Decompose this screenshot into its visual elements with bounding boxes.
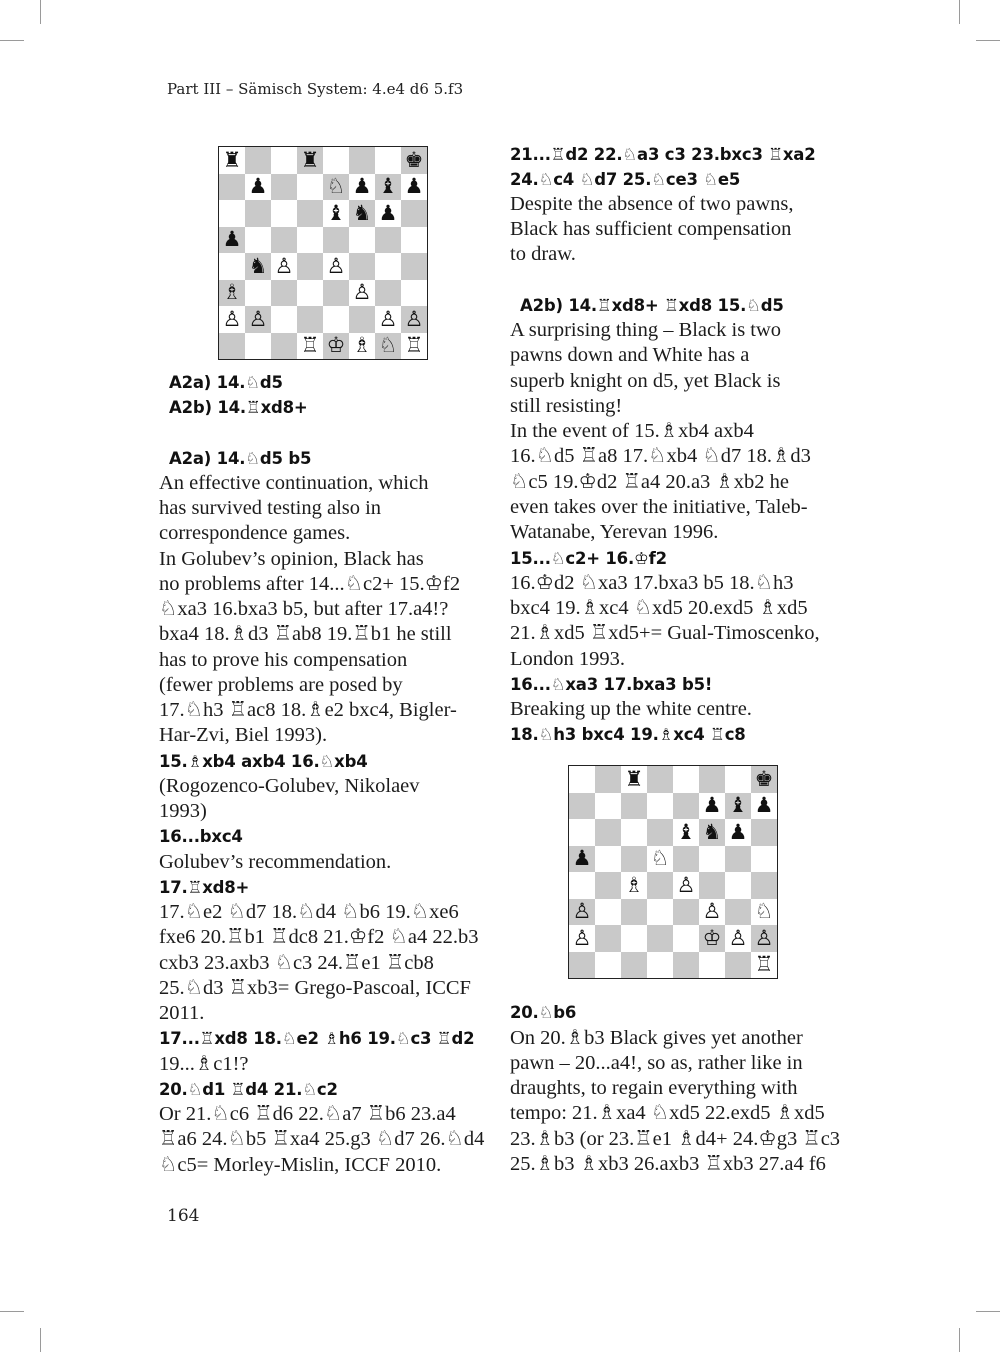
chess-square bbox=[297, 200, 323, 227]
chess-piece-square: ♙ bbox=[725, 925, 751, 952]
text-line: correspondence games. bbox=[159, 522, 351, 544]
chess-square bbox=[673, 925, 699, 952]
crop-mark bbox=[0, 1311, 24, 1312]
text-line: cxb3 23.axb3 ♘c3 24.♖e1 ♖cb8 bbox=[159, 952, 434, 974]
crop-mark bbox=[976, 40, 1000, 41]
main-line-move: 18.♘h3 bxc4 19.♗xc4 ♖c8 bbox=[510, 725, 746, 744]
chess-piece-square: ♖ bbox=[751, 952, 777, 979]
chess-piece-square: ♙ bbox=[349, 280, 375, 307]
text-line: Or 21.♘c6 ♖d6 22.♘a7 ♖b6 23.a4 bbox=[159, 1103, 456, 1125]
chess-square bbox=[751, 819, 777, 846]
main-line-move: 24.♘c4 ♘d7 25.♘ce3 ♘e5 bbox=[510, 170, 741, 189]
text-line: bxc4 19.♗xc4 ♘xd5 20.exd5 ♗xd5 bbox=[510, 597, 808, 619]
text-line: tempo: 21.♗xa4 ♘xd5 22.exd5 ♗xd5 bbox=[510, 1102, 825, 1124]
chess-square bbox=[751, 872, 777, 899]
chess-square bbox=[297, 253, 323, 280]
chess-diagram bbox=[568, 765, 778, 979]
chess-square bbox=[271, 200, 297, 227]
chess-piece-square: ♗ bbox=[621, 872, 647, 899]
chess-square bbox=[595, 819, 621, 846]
chess-piece-square: ♖ bbox=[401, 333, 427, 360]
chess-square bbox=[621, 899, 647, 926]
chess-square bbox=[219, 200, 245, 227]
text-line: ♖a6 24.♘b5 ♖xa4 25.g3 ♘d7 26.♘d4 bbox=[159, 1128, 485, 1150]
chess-square bbox=[569, 766, 595, 793]
chess-square bbox=[375, 147, 401, 174]
text-line: An effective continuation, which bbox=[159, 472, 429, 494]
chess-square bbox=[595, 766, 621, 793]
chess-square bbox=[375, 227, 401, 254]
chess-square bbox=[375, 253, 401, 280]
chess-square bbox=[271, 333, 297, 360]
chess-piece-square: ♜ bbox=[219, 147, 245, 174]
chess-square bbox=[595, 925, 621, 952]
main-line-move: 20.♘d1 ♖d4 21.♘c2 bbox=[159, 1080, 338, 1099]
text-line: 25.♘d3 ♖xb3= Grego-Pascoal, ICCF bbox=[159, 977, 471, 999]
section-heading: A2a) 14.♘d5 b5 bbox=[169, 449, 312, 468]
chess-piece-square: ♙ bbox=[751, 925, 777, 952]
chess-piece-square: ♙ bbox=[673, 872, 699, 899]
chess-piece-square: ♟ bbox=[219, 227, 245, 254]
text-line: fxe6 20.♖b1 ♖dc8 21.♔f2 ♘a4 22.b3 bbox=[159, 926, 479, 948]
chess-piece-square: ♘ bbox=[751, 899, 777, 926]
chess-piece-square: ♘ bbox=[323, 174, 349, 201]
chess-square bbox=[323, 227, 349, 254]
chess-square bbox=[647, 766, 673, 793]
chess-piece-square: ♟ bbox=[699, 793, 725, 820]
text-line: Har-Zvi, Biel 1993). bbox=[159, 724, 328, 746]
main-line-move: 15.♗xb4 axb4 16.♘xb4 bbox=[159, 752, 368, 771]
chess-square bbox=[297, 306, 323, 333]
chess-piece-square: ♖ bbox=[297, 333, 323, 360]
text-line: Black has sufficient compensation bbox=[510, 218, 792, 240]
chess-square bbox=[647, 952, 673, 979]
chess-piece-square: ♟ bbox=[725, 819, 751, 846]
chess-piece-square: ♙ bbox=[245, 306, 271, 333]
chess-square bbox=[725, 872, 751, 899]
chess-square bbox=[401, 280, 427, 307]
chess-square bbox=[219, 333, 245, 360]
chess-piece-square: ♙ bbox=[271, 253, 297, 280]
chess-piece-square: ♔ bbox=[323, 333, 349, 360]
text-line: On 20.♗b3 Black gives yet another bbox=[510, 1027, 803, 1049]
chess-piece-square: ♜ bbox=[621, 766, 647, 793]
chess-square bbox=[751, 846, 777, 873]
text-line: Breaking up the white centre. bbox=[510, 698, 752, 720]
chess-square bbox=[621, 925, 647, 952]
chess-piece-square: ♟ bbox=[349, 174, 375, 201]
chess-square bbox=[271, 280, 297, 307]
text-line: 23.♗b3 (or 23.♖e1 ♗d4+ 24.♔g3 ♖c3 bbox=[510, 1128, 841, 1150]
chess-square bbox=[595, 899, 621, 926]
chess-square bbox=[621, 846, 647, 873]
text-line: draughts, to regain everything with bbox=[510, 1077, 798, 1099]
text-line: Watanabe, Yerevan 1996. bbox=[510, 521, 719, 543]
main-line-move: 21...♖d2 22.♘a3 c3 23.bxc3 ♖xa2 bbox=[510, 145, 816, 164]
chess-piece-square: ♞ bbox=[245, 253, 271, 280]
chess-piece-square: ♝ bbox=[673, 819, 699, 846]
chess-square bbox=[245, 333, 271, 360]
chess-square bbox=[375, 280, 401, 307]
chess-square bbox=[673, 899, 699, 926]
chess-square bbox=[725, 899, 751, 926]
variation-heading: A2b) 14.♖xd8+ bbox=[169, 398, 308, 417]
chess-piece-square: ♝ bbox=[725, 793, 751, 820]
chess-square bbox=[647, 872, 673, 899]
chess-square bbox=[349, 147, 375, 174]
text-line: 19...♗c1!? bbox=[159, 1053, 249, 1075]
section-heading: A2b) 14.♖xd8+ ♖xd8 15.♘d5 bbox=[520, 296, 784, 315]
chess-square bbox=[647, 793, 673, 820]
chess-square bbox=[245, 280, 271, 307]
main-line-move: 17.♖xd8+ bbox=[159, 878, 250, 897]
chess-square bbox=[401, 253, 427, 280]
chess-square bbox=[595, 846, 621, 873]
chess-square bbox=[647, 899, 673, 926]
chess-piece-square: ♞ bbox=[699, 819, 725, 846]
text-line: In Golubev’s opinion, Black has bbox=[159, 548, 424, 570]
main-line-move: 17...♖xd8 18.♘e2 ♗h6 19.♘c3 ♖d2 bbox=[159, 1029, 475, 1048]
chess-square bbox=[349, 253, 375, 280]
chess-square bbox=[323, 147, 349, 174]
text-line: (Rogozenco-Golubev, Nikolaev bbox=[159, 775, 420, 797]
text-line: 16.♘d5 ♖a8 17.♘xb4 ♘d7 18.♗d3 bbox=[510, 445, 811, 467]
chess-piece-square: ♟ bbox=[245, 174, 271, 201]
chess-piece-square: ♗ bbox=[219, 280, 245, 307]
chess-square bbox=[673, 793, 699, 820]
chess-square bbox=[297, 280, 323, 307]
text-line: ♘c5 19.♔d2 ♖a4 20.a3 ♗xb2 he bbox=[510, 471, 790, 493]
chess-piece-square: ♙ bbox=[375, 306, 401, 333]
crop-mark bbox=[959, 0, 960, 24]
text-line: still resisting! bbox=[510, 395, 623, 417]
text-line: ♘c5= Morley-Mislin, ICCF 2010. bbox=[159, 1154, 442, 1176]
chess-square bbox=[271, 306, 297, 333]
variation-heading: A2a) 14.♘d5 bbox=[169, 373, 283, 392]
chess-square bbox=[349, 306, 375, 333]
crop-mark bbox=[0, 40, 24, 41]
chess-square bbox=[271, 227, 297, 254]
chess-square bbox=[621, 819, 647, 846]
chess-square bbox=[725, 846, 751, 873]
chess-piece-square: ♟ bbox=[375, 200, 401, 227]
text-line: even takes over the initiative, Taleb- bbox=[510, 496, 808, 518]
chess-piece-square: ♙ bbox=[219, 306, 245, 333]
main-line-move: 16...♘xa3 17.bxa3 b5! bbox=[510, 675, 713, 694]
chess-square bbox=[219, 174, 245, 201]
text-line: bxa4 18.♗d3 ♖ab8 19.♖b1 he still bbox=[159, 623, 452, 645]
main-line-move: 15...♘c2+ 16.♔f2 bbox=[510, 549, 667, 568]
chess-square bbox=[245, 200, 271, 227]
text-line: to draw. bbox=[510, 243, 576, 265]
chess-piece-square: ♟ bbox=[751, 793, 777, 820]
text-line: 2011. bbox=[159, 1002, 205, 1024]
text-line: 17.♘e2 ♘d7 18.♘d4 ♘b6 19.♘xe6 bbox=[159, 901, 459, 923]
chess-square bbox=[297, 227, 323, 254]
chess-piece-square: ♚ bbox=[751, 766, 777, 793]
chess-square bbox=[401, 200, 427, 227]
chess-square bbox=[245, 227, 271, 254]
text-line: superb knight on d5, yet Black is bbox=[510, 370, 781, 392]
chess-square bbox=[297, 174, 323, 201]
chess-square bbox=[673, 766, 699, 793]
text-line: Despite the absence of two pawns, bbox=[510, 193, 794, 215]
text-line: no problems after 14...♘c2+ 15.♔f2 bbox=[159, 573, 461, 595]
crop-mark bbox=[976, 1311, 1000, 1312]
chess-piece-square: ♙ bbox=[569, 925, 595, 952]
chess-piece-square: ♞ bbox=[349, 200, 375, 227]
text-line: has to prove his compensation bbox=[159, 649, 408, 671]
text-line: In the event of 15.♗xb4 axb4 bbox=[510, 420, 754, 442]
text-line: pawn – 20...a4!, so as, rather like in bbox=[510, 1052, 803, 1074]
text-line: (fewer problems are posed by bbox=[159, 674, 403, 696]
text-line: A surprising thing – Black is two bbox=[510, 319, 782, 341]
chess-piece-square: ♙ bbox=[401, 306, 427, 333]
chess-square bbox=[569, 952, 595, 979]
chess-square bbox=[323, 306, 349, 333]
chess-square bbox=[271, 147, 297, 174]
chess-square bbox=[271, 174, 297, 201]
text-line: 21.♗xd5 ♖xd5+= Gual-Timoscenko, bbox=[510, 622, 820, 644]
chess-square bbox=[219, 253, 245, 280]
chess-piece-square: ♜ bbox=[297, 147, 323, 174]
page-number: 164 bbox=[167, 1206, 200, 1226]
text-line: 25.♗b3 ♗xb3 26.axb3 ♖xb3 27.a4 f6 bbox=[510, 1153, 826, 1175]
chess-piece-square: ♘ bbox=[647, 846, 673, 873]
chess-piece-square: ♟ bbox=[401, 174, 427, 201]
chess-diagram bbox=[218, 146, 428, 360]
crop-mark bbox=[40, 1328, 41, 1352]
chess-piece-square: ♚ bbox=[401, 147, 427, 174]
chess-square bbox=[323, 280, 349, 307]
chess-piece-square: ♝ bbox=[375, 174, 401, 201]
chess-square bbox=[725, 766, 751, 793]
chess-square bbox=[569, 793, 595, 820]
crop-mark bbox=[40, 0, 41, 24]
chess-piece-square: ♙ bbox=[699, 899, 725, 926]
main-line-move: 20.♘b6 bbox=[510, 1003, 577, 1022]
chess-square bbox=[401, 227, 427, 254]
text-line: has survived testing also in bbox=[159, 497, 382, 519]
chess-square bbox=[725, 952, 751, 979]
chess-square bbox=[699, 872, 725, 899]
chess-square bbox=[569, 819, 595, 846]
chess-piece-square: ♔ bbox=[699, 925, 725, 952]
chess-square bbox=[673, 952, 699, 979]
chess-square bbox=[673, 846, 699, 873]
chess-square bbox=[595, 793, 621, 820]
chess-square bbox=[595, 952, 621, 979]
chess-square bbox=[569, 872, 595, 899]
chess-square bbox=[647, 925, 673, 952]
chess-square bbox=[699, 766, 725, 793]
chess-square bbox=[595, 872, 621, 899]
chess-piece-square: ♝ bbox=[323, 200, 349, 227]
chess-piece-square: ♟ bbox=[569, 846, 595, 873]
text-line: ♘xa3 16.bxa3 b5, but after 17.a4!? bbox=[159, 598, 449, 620]
main-line-move: 16...bxc4 bbox=[159, 827, 243, 846]
chess-square bbox=[647, 819, 673, 846]
chess-square bbox=[699, 846, 725, 873]
crop-mark bbox=[959, 1328, 960, 1352]
chess-square bbox=[245, 147, 271, 174]
chess-square bbox=[699, 952, 725, 979]
chess-square bbox=[621, 952, 647, 979]
chess-square bbox=[349, 227, 375, 254]
running-head: Part III – Sämisch System: 4.e4 d6 5.f3 bbox=[167, 80, 464, 98]
text-line: London 1993. bbox=[510, 648, 626, 670]
chess-piece-square: ♙ bbox=[569, 899, 595, 926]
chess-piece-square: ♙ bbox=[323, 253, 349, 280]
text-line: 16.♔d2 ♘xa3 17.bxa3 b5 18.♘h3 bbox=[510, 572, 794, 594]
text-line: 1993) bbox=[159, 800, 207, 822]
chess-piece-square: ♘ bbox=[375, 333, 401, 360]
text-line: pawns down and White has a bbox=[510, 344, 750, 366]
chess-piece-square: ♗ bbox=[349, 333, 375, 360]
text-line: Golubev’s recommendation. bbox=[159, 851, 392, 873]
text-line: 17.♘h3 ♖ac8 18.♗e2 bxc4, Bigler- bbox=[159, 699, 457, 721]
chess-square bbox=[621, 793, 647, 820]
